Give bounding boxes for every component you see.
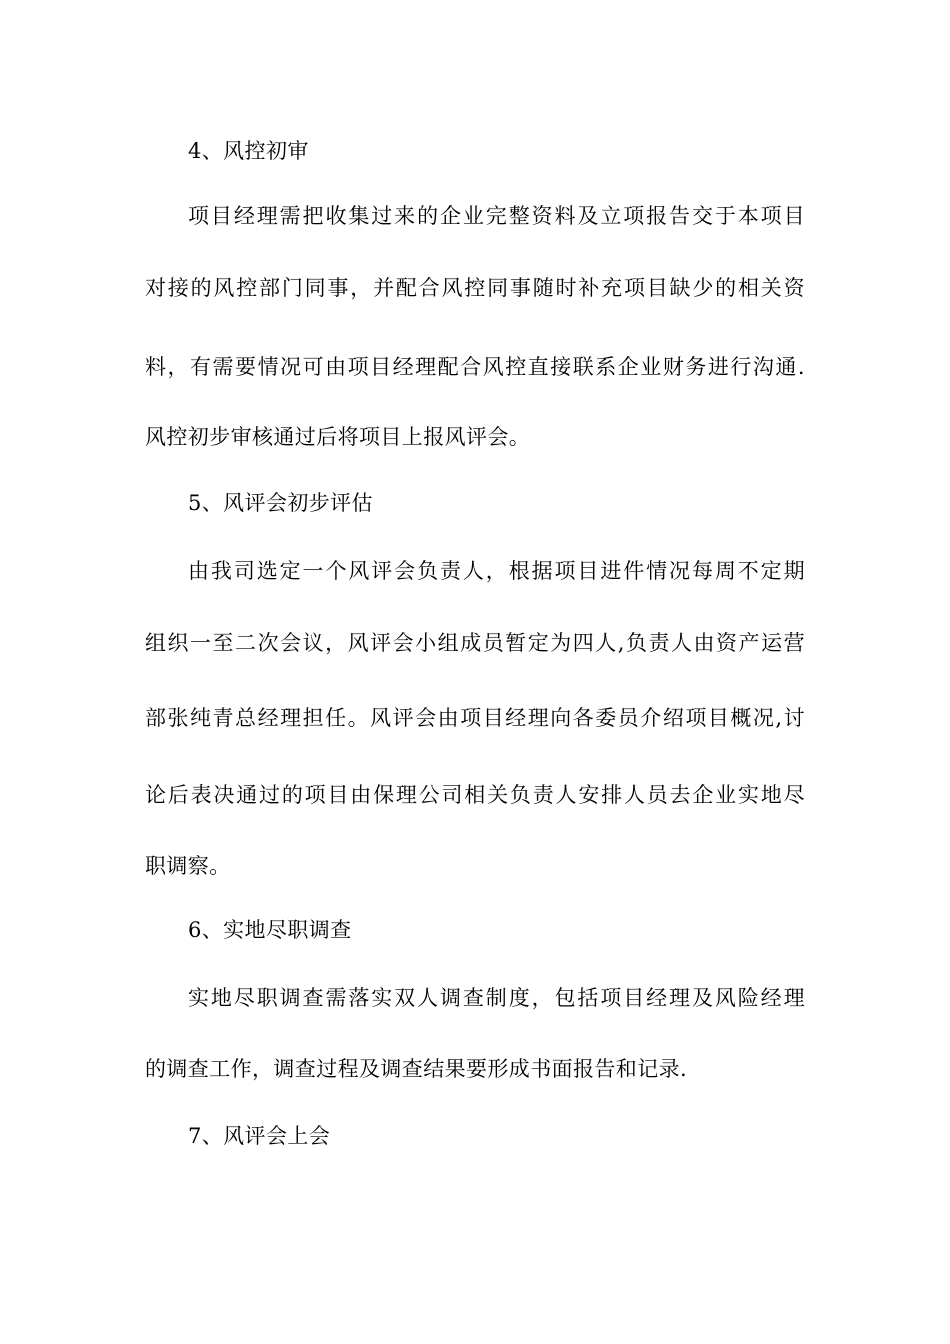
section-5-heading: 5、风评会初步评估	[188, 491, 373, 515]
section-4-paragraph-line: 对接的风控部门同事，并配合风控同事随时补充项目缺少的相关资	[145, 276, 805, 300]
section-6-paragraph-line: 实地尽职调查需落实双人调查制度，包括项目经理及风险经理	[188, 986, 805, 1010]
section-5-paragraph-line: 论后表决通过的项目由保理公司相关负责人安排人员去企业实地尽	[145, 783, 805, 807]
section-4-heading: 4、风控初审	[188, 139, 309, 163]
section-4-paragraph-line: 料，有需要情况可由项目经理配合风控直接联系企业财务进行沟通.	[145, 355, 805, 379]
section-4-paragraph-line: 项目经理需把收集过来的企业完整资料及立项报告交于本项目	[188, 204, 805, 228]
section-4-paragraph-line: 风控初步审核通过后将项目上报风评会。	[145, 425, 531, 449]
section-5-paragraph-line: 组织一至二次会议，风评会小组成员暂定为四人,负责人由资产运营	[145, 631, 805, 655]
section-7-heading: 7、风评会上会	[188, 1124, 331, 1148]
section-6-paragraph-line: 的调查工作，调查过程及调查结果要形成书面报告和记录.	[145, 1057, 688, 1081]
section-6-heading: 6、实地尽职调查	[188, 918, 352, 942]
section-5-paragraph-line: 职调察。	[145, 854, 231, 878]
section-5-paragraph-line: 由我司选定一个风评会负责人，根据项目进件情况每周不定期	[188, 559, 805, 583]
section-5-paragraph-line: 部张纯青总经理担任。风评会由项目经理向各委员介绍项目概况,讨	[145, 706, 805, 730]
